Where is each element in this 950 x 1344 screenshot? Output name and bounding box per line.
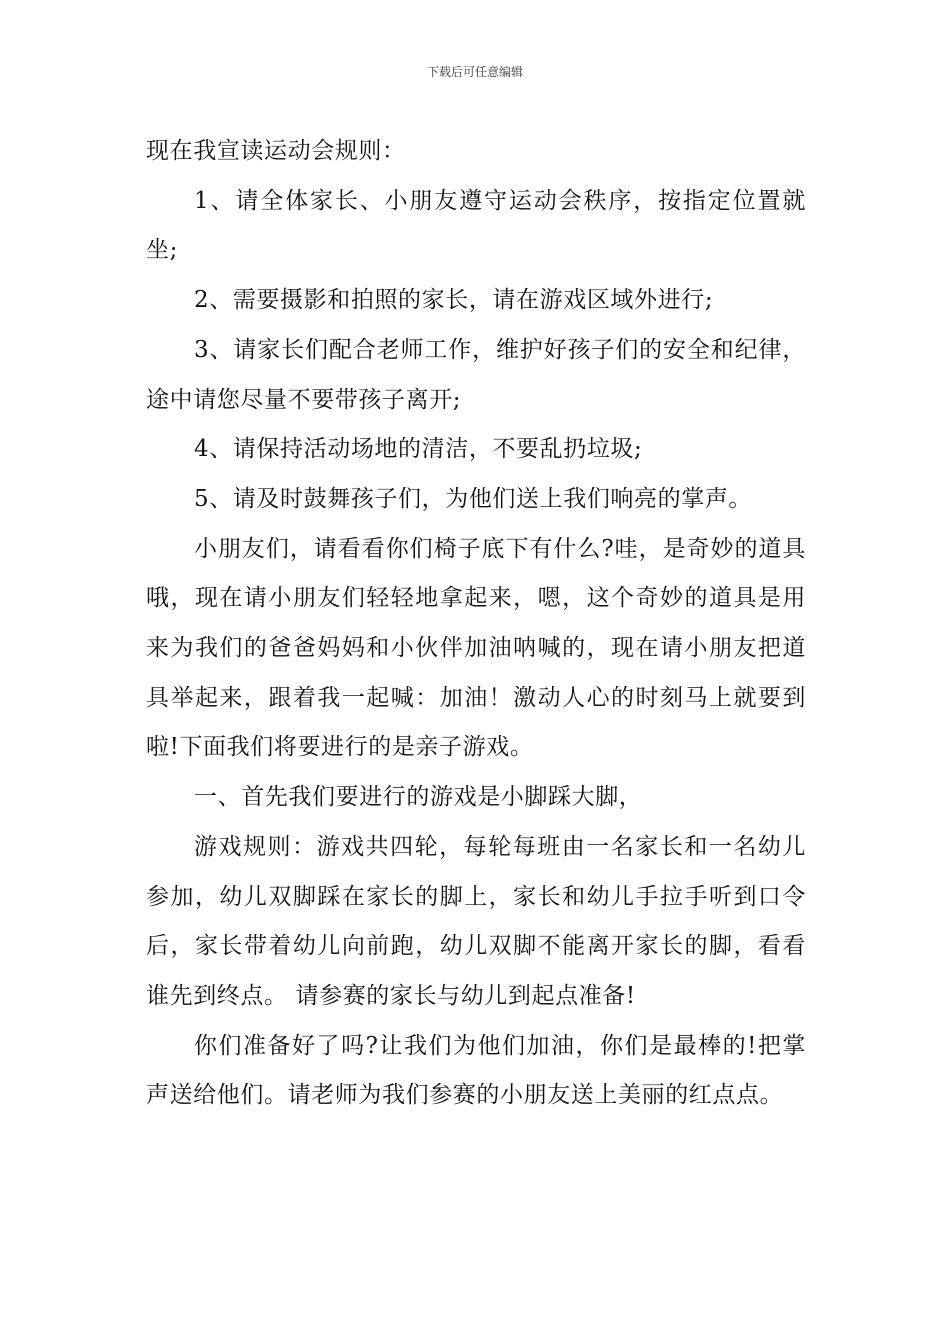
paragraph-intro: 现在我宣读运动会规则： (146, 138, 406, 164)
paragraph-rule-4: 4、请保持活动场地的清洁，不要乱扔垃圾; (194, 436, 643, 463)
paragraph-props: 小朋友们，请看看你们椅子底下有什么?哇，是奇妙的道具哦，现在请小朋友们轻轻地拿起来，嗯，这个奇妙的道具是用来为我们的爸爸妈妈和小伙伴加油呐喊的，现在请小朋友把道具举起来，跟着我一起喊：加油！激动人心的时刻马上就要到啦!下面我们将要进行的是亲子游戏。 (146, 535, 806, 761)
paragraph-game-rules: 游戏规则：游戏共四轮，每轮每班由一名家长和一名幼儿参加，幼儿双脚踩在家长的脚上，家长和幼儿手拉手听到口令后，家长带着幼儿向前跑，幼儿双脚不能离开家长的脚，看看谁先到终点。 请参赛的家长与幼儿到起点准备! (146, 833, 806, 1009)
paragraph-rule-1: 1、请全体家长、小朋友遵守运动会秩序，按指定位置就坐; (146, 187, 806, 264)
paragraph-game-title: 一、首先我们要进行的游戏是小脚踩大脚， (194, 784, 643, 811)
paragraph-rule-2: 2、需要摄影和拍照的家长，请在游戏区域外进行; (194, 287, 714, 314)
paragraph-rule-3: 3、请家长们配合老师工作，维护好孩子们的安全和纪律，途中请您尽量不要带孩子离开; (146, 336, 806, 413)
page-header-note: 下载后可任意编辑 (426, 65, 523, 79)
document-body (146, 127, 806, 1121)
paragraph-rule-5: 5、请及时鼓舞孩子们，为他们送上我们响亮的掌声。 (194, 485, 753, 512)
paragraph-cheer: 你们准备好了吗?让我们为他们加油，你们是最棒的!把掌声送给他们。请老师为我们参赛的小朋友送上美丽的红点点。 (146, 1032, 806, 1109)
